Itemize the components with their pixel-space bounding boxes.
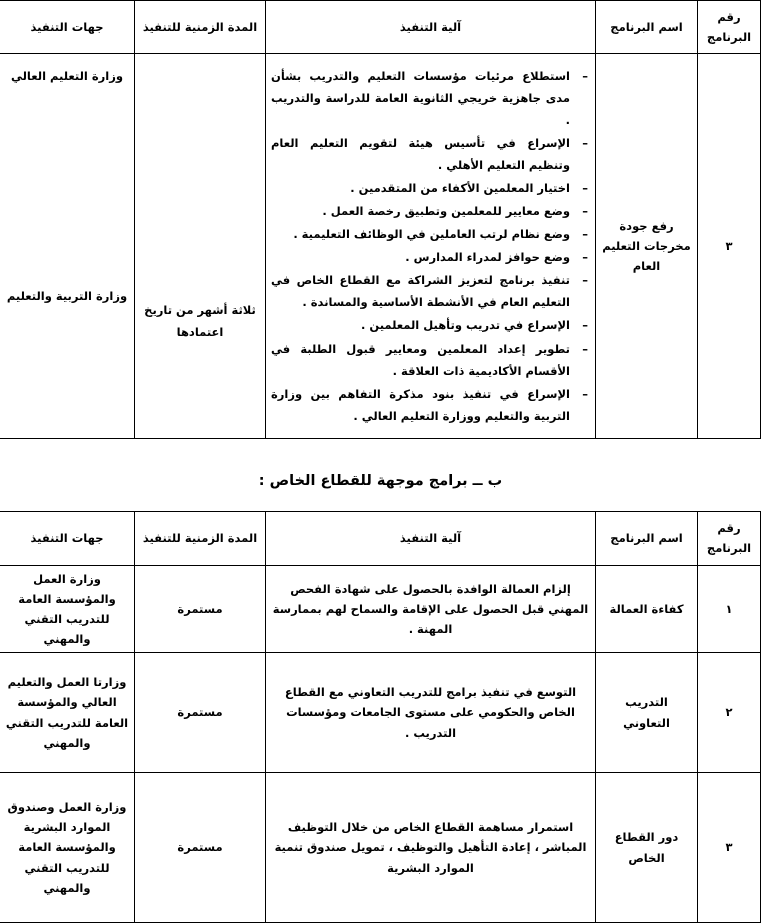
cell-duration — [135, 54, 266, 439]
cell-mechanism: إلزام العمالة الوافدة بالحصول على شهادة الفحص المهني قبل الحصول على الإقامة والسماح لهم بممارسة المهنة . — [266, 565, 596, 653]
list-item: – وضع نظام لرتب العاملين في الوظائف التعليمية . — [271, 223, 590, 245]
column-header-duration: المدة الزمنية للتنفيذ — [135, 512, 266, 565]
cell-mechanism: استمرار مساهمة القطاع الخاص من خلال التوظيف المباشر ، إعادة التأهيل والتوظيف ، تمويل صندوق تنمية الموارد البشرية — [266, 773, 596, 923]
bodies-stack — [5, 57, 129, 435]
list-item: – تنفيذ برنامج لتعزيز الشراكة مع القطاع الخاص في التعليم العام في الأنشطة الأساسية والمساندة . — [271, 269, 590, 313]
cell-program-number: ٣ — [698, 54, 761, 439]
list-item: – استطلاع مرئيات مؤسسات التعليم والتدريب بشأن مدى جاهزية خريجي الثانوية العامة للدراسة والتدريب . — [271, 65, 590, 131]
cell-program-name: رفع جودة مخرجات التعليم العام — [596, 54, 698, 439]
column-header-bodies: جهات التنفيذ — [0, 512, 135, 565]
programs-table-private-sector — [0, 511, 761, 923]
table-row — [0, 653, 761, 773]
column-header-program-number: رقم البرنامج — [698, 512, 761, 565]
cell-duration: مستمرة — [135, 565, 266, 653]
cell-duration: مستمرة — [135, 773, 266, 923]
table-header-row — [0, 1, 761, 54]
table-body — [0, 54, 761, 439]
cell-mechanism: التوسع في تنفيذ برامج للتدريب التعاوني مع القطاع الخاص والحكومي على مستوى الجامعات ومؤسسات التدريب . — [266, 653, 596, 773]
table-row — [0, 54, 761, 439]
table-header-row — [0, 512, 761, 565]
cell-duration: مستمرة — [135, 653, 266, 773]
table-header — [0, 512, 761, 565]
table-body — [0, 565, 761, 923]
mechanism-list — [271, 65, 590, 427]
column-header-duration: المدة الزمنية للتنفيذ — [135, 1, 266, 54]
list-item: – الإسراع في تأسيس هيئة لتقويم التعليم العام وتنظيم التعليم الأهلي . — [271, 132, 590, 176]
column-header-program-number: رقم البرنامج — [698, 1, 761, 54]
programs-table-public-education — [0, 0, 761, 439]
bodies-text-secondary: وزارة التربية والتعليم — [6, 288, 128, 303]
table-row — [0, 565, 761, 653]
duration-text: ثلاثة أشهر من تاريخ اعتمادها — [144, 302, 256, 340]
table-row — [0, 773, 761, 923]
cell-program-name: التدريب التعاوني — [596, 653, 698, 773]
cell-program-name: دور القطاع الخاص — [596, 773, 698, 923]
bodies-text-primary: وزارة التعليم العالي — [10, 69, 123, 84]
list-item: – وضع حوافز لمدراء المدارس . — [271, 246, 590, 268]
column-header-mechanism: آلية التنفيذ — [266, 512, 596, 565]
column-header-mechanism: آلية التنفيذ — [266, 1, 596, 54]
cell-program-name: كفاءة العمالة — [596, 565, 698, 653]
section-heading-private-sector: ب ــ برامج موجهة للقطاع الخاص : — [258, 473, 503, 490]
column-header-program-name: اسم البرنامج — [596, 512, 698, 565]
column-header-program-name: اسم البرنامج — [596, 1, 698, 54]
column-header-bodies: جهات التنفيذ — [0, 1, 135, 54]
cell-bodies: وزارتا العمل والتعليم العالي والمؤسسة العامة للتدريب التقني والمهني — [0, 653, 135, 773]
spacer-before-second-table — [0, 489, 761, 511]
table-header — [0, 1, 761, 54]
cell-bodies: وزارة العمل وصندوق الموارد البشرية والمؤسسة العامة للتدريب التقني والمهني — [0, 773, 135, 923]
list-item: – وضع معايير للمعلمين وتطبيق رخصة العمل . — [271, 200, 590, 222]
list-item: – اختيار المعلمين الأكفاء من المتقدمين . — [271, 177, 590, 199]
spacer-after-first-table — [0, 439, 761, 473]
cell-mechanism — [266, 54, 596, 439]
cell-bodies — [0, 54, 135, 439]
cell-program-number: ٣ — [698, 773, 761, 923]
list-item: – الإسراع في تنفيذ بنود مذكرة التفاهم بين وزارة التربية والتعليم ووزارة التعليم العالي . — [271, 383, 590, 427]
list-item: – تطوير إعداد المعلمين ومعايير قبول الطلبة في الأقسام الأكاديمية ذات العلاقة . — [271, 338, 590, 382]
cell-bodies: وزارة العمل والمؤسسة العامة للتدريب التقني والمهني — [0, 565, 135, 653]
list-item: – الإسراع في تدريب وتأهيل المعلمين . — [271, 314, 590, 336]
cell-program-number: ٢ — [698, 653, 761, 773]
cell-program-number: ١ — [698, 565, 761, 653]
